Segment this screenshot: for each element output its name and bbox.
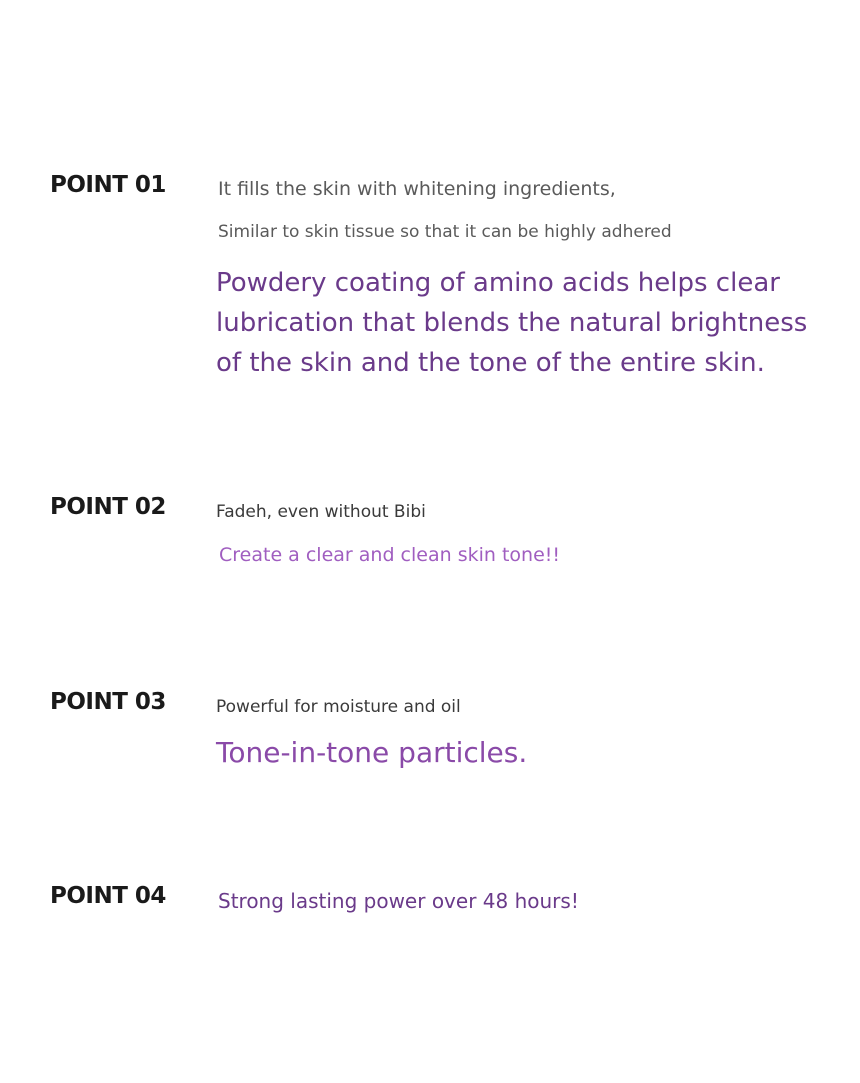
point-03-highlight: Tone-in-tone particles. — [216, 736, 528, 769]
point-01-label: POINT 01 — [50, 172, 166, 198]
point-01-line2: Similar to skin tissue so that it can be highly adhered — [218, 222, 672, 242]
point-01-line1: It fills the skin with whitening ingredients, — [218, 178, 616, 200]
point-02-line1: Fadeh, even without Bibi — [216, 502, 426, 522]
point-02-highlight: Create a clear and clean skin tone!! — [219, 544, 560, 566]
point-01-highlight-line1: Powdery coating of amino acids helps clear — [216, 268, 780, 298]
point-04-label: POINT 04 — [50, 883, 166, 909]
point-01-highlight-line2: lubrication that blends the natural brightness — [216, 308, 808, 338]
point-03-line1: Powerful for moisture and oil — [216, 697, 461, 717]
point-04-highlight: Strong lasting power over 48 hours! — [218, 889, 579, 913]
point-01-highlight-line3: of the skin and the tone of the entire skin. — [216, 348, 765, 378]
point-03-label: POINT 03 — [50, 689, 166, 715]
point-02-label: POINT 02 — [50, 494, 166, 520]
